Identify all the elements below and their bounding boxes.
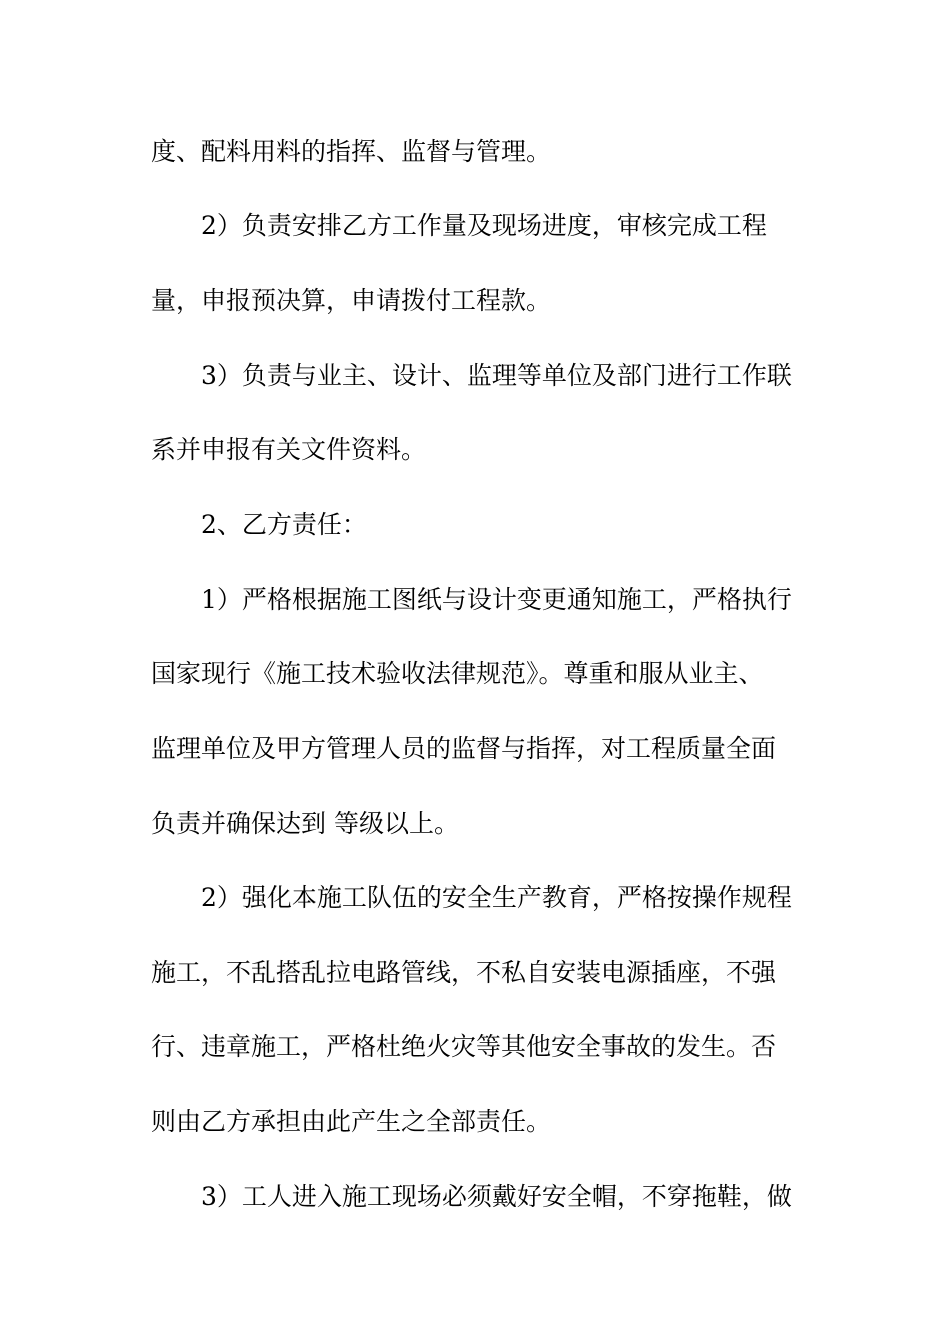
text-line: 行、违章施工，严格杜绝火灾等其他安全事故的发生。否 (151, 1032, 777, 1061)
text-line: 2）强化本施工队伍的安全生产教育，严格按操作规程 (201, 883, 792, 912)
text-line: 系并申报有关文件资料。 (151, 435, 427, 464)
text-line: 负责并确保达到 等级以上。 (151, 809, 459, 838)
text-line: 2）负责安排乙方工作量及现场进度，审核完成工程 (201, 211, 767, 240)
text-line: 3）工人进入施工现场必须戴好安全帽，不穿拖鞋，做 (201, 1182, 792, 1211)
text-line: 监理单位及甲方管理人员的监督与指挥，对工程质量全面 (151, 734, 777, 763)
section-heading: 2、乙方责任： (201, 510, 367, 539)
text-line: 3）负责与业主、设计、监理等单位及部门进行工作联 (201, 361, 792, 390)
text-line: 则由乙方承担由此产生之全部责任。 (151, 1107, 552, 1136)
text-line: 施工，不乱搭乱拉电路管线，不私自安装电源插座，不强 (151, 958, 777, 987)
text-line: 度、配料用料的指挥、监督与管理。 (151, 137, 552, 166)
text-line: 量，申报预决算，申请拨付工程款。 (151, 286, 552, 315)
text-line: 国家现行《施工技术验收法律规范》。尊重和服从业主、 (151, 659, 764, 688)
text-line: 1）严格根据施工图纸与设计变更通知施工，严格执行 (201, 585, 792, 614)
